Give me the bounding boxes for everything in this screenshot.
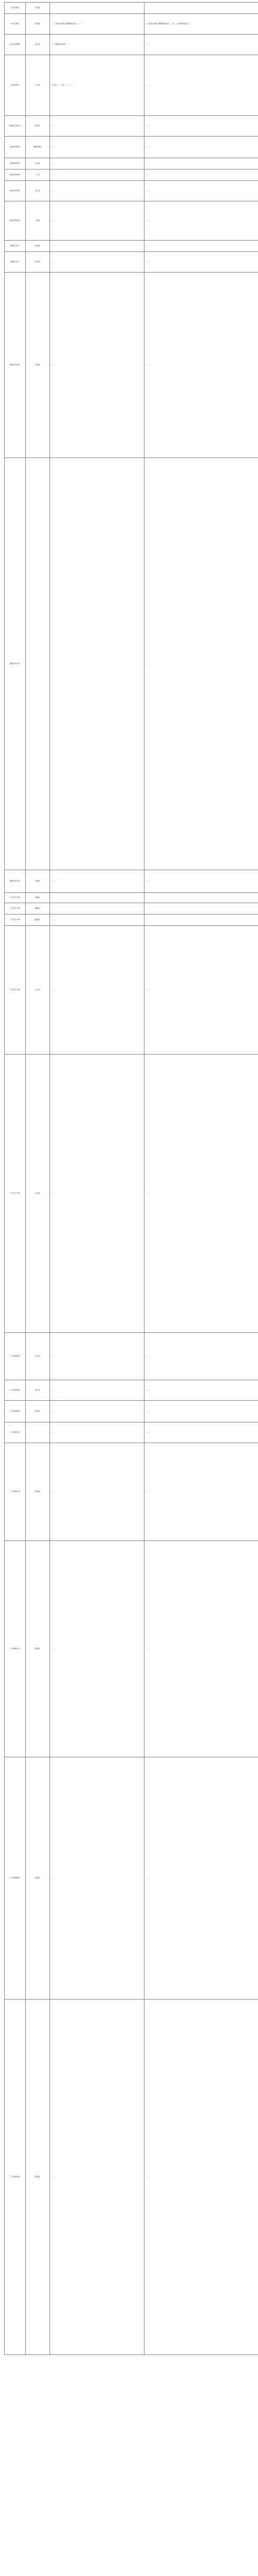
table-row <box>5 1401 258 1422</box>
district-cell: 番禺区 <box>26 903 50 914</box>
region-cell: 广东省深圳市 <box>5 1401 26 1422</box>
scope-cell: …… <box>50 116 144 137</box>
note-cell <box>144 893 258 903</box>
region-cell: 广东省深圳市 <box>5 1380 26 1401</box>
table-row <box>5 1333 258 1380</box>
scope-cell: …… <box>50 181 144 201</box>
table-row <box>5 1443 258 1541</box>
scope-cell: …… <box>50 158 144 170</box>
table-row <box>5 926 258 1055</box>
note-cell: …… <box>144 181 258 201</box>
note-cell <box>144 914 258 926</box>
district-cell: 新华区 <box>26 116 50 137</box>
note-cell: …… <box>144 170 258 181</box>
district-cell: 二七区 <box>26 170 50 181</box>
district-cell: 张店区 <box>26 35 50 55</box>
note-cell <box>144 158 258 170</box>
region-cell: 广东省佛山市 <box>5 1541 26 1757</box>
note-cell: …… <box>144 1380 258 1401</box>
table-row <box>5 1055 258 1333</box>
table-row <box>5 903 258 914</box>
table-row <box>5 1380 258 1401</box>
region-cell: 广东省珠海市 <box>5 1757 26 1999</box>
scope-cell <box>50 893 144 903</box>
scope-cell: …… <box>50 137 144 158</box>
table-row <box>5 116 258 137</box>
district-cell: 越秀区 <box>26 914 50 926</box>
table-row <box>5 3 258 14</box>
note-cell: …… <box>144 252 258 273</box>
note-cell: …… <box>144 926 258 1055</box>
district-cell: 天河区 <box>26 1055 50 1333</box>
note-cell: …… <box>144 1401 258 1422</box>
table-row <box>5 458 258 870</box>
note-cell: …… <box>144 116 258 137</box>
note-cell: …… <box>144 1757 258 1999</box>
region-cell: 河南省信阳市 <box>5 181 26 201</box>
district-cell: 兰山区 <box>26 55 50 116</box>
table-row <box>5 252 258 273</box>
table-row <box>5 914 258 926</box>
table-row <box>5 241 258 252</box>
region-cell: 山东临沂市 <box>5 55 26 116</box>
district-cell: 东港区 <box>26 14 50 35</box>
note-cell: …… <box>144 870 258 893</box>
note-cell: …… <box>144 201 258 241</box>
scope-cell: …… <box>50 1333 144 1380</box>
table-row <box>5 870 258 893</box>
region-cell: 广东省广州市 <box>5 926 26 1055</box>
table-row <box>5 273 258 458</box>
scope-cell: …… <box>50 1999 144 2355</box>
district-cell: 白云区 <box>26 926 50 1055</box>
table-row <box>5 158 258 170</box>
scope-cell: …… <box>50 458 144 870</box>
district-cell: 光山县 <box>26 181 50 201</box>
region-cell: 山东省淄博市 <box>5 35 26 55</box>
note-cell: …… <box>144 273 258 458</box>
region-cell: 广东省广州市 <box>5 893 26 903</box>
scope-cell: …… <box>50 252 144 273</box>
scope-cell: …… <box>50 914 144 926</box>
note-cell: …… <box>144 137 258 158</box>
scope-cell: …… <box>50 273 144 458</box>
note-cell: …… <box>144 1055 258 1333</box>
note-cell: …… <box>144 1999 258 2355</box>
region-cell: 广东省广州市 <box>5 903 26 914</box>
region-cell: 广东省佛山市 <box>5 1443 26 1541</box>
region-cell: 湖南长沙市 <box>5 252 26 273</box>
scope-cell: ……日照市东港区秦楼街道全部（……） <box>50 14 144 35</box>
scope-cell: …… <box>50 1443 144 1541</box>
district-cell: 海珠区 <box>26 893 50 903</box>
table-row <box>5 1757 258 1999</box>
district-cell: 管城回族区 <box>26 137 50 158</box>
district-cell: 雨花区 <box>26 252 50 273</box>
scope-cell: …… <box>50 870 144 893</box>
table-row <box>5 170 258 181</box>
scope-cell: …… <box>50 1541 144 1757</box>
district-cell: 上街区 <box>26 201 50 241</box>
table-row <box>5 1541 258 1757</box>
region-cell: 湖南长沙市 <box>5 241 26 252</box>
district-cell <box>26 458 50 870</box>
region-cell: 河南省郑州市 <box>5 201 26 241</box>
scope-cell: …… <box>50 926 144 1055</box>
region-cell: 河南省平顶山市 <box>5 116 26 137</box>
table-row <box>5 893 258 903</box>
district-cell: 顺德区 <box>26 1541 50 1757</box>
table-row <box>5 201 258 241</box>
table-row <box>5 1999 258 2355</box>
region-cell: 山东日照市 <box>5 14 26 35</box>
region-cell: 河南省郑州市 <box>5 170 26 181</box>
note-cell <box>144 903 258 914</box>
note-cell: …… <box>144 1333 258 1380</box>
scope-cell: …… <box>50 170 144 181</box>
table-body <box>5 3 258 2355</box>
district-cell: 惠城区 <box>26 1999 50 2355</box>
note-cell: …… <box>144 1443 258 1541</box>
district-cell: 历城区 <box>26 3 50 14</box>
region-cell: 广东省深圳市 <box>5 1333 26 1380</box>
district-cell: 开福区 <box>26 870 50 893</box>
district-cell: 南山区 <box>26 1380 50 1401</box>
table-row <box>5 1422 258 1443</box>
note-cell: …… <box>144 241 258 252</box>
scope-cell: …… <box>50 241 144 252</box>
scope-cell: …… <box>50 903 144 914</box>
district-cell: 望城区 <box>26 273 50 458</box>
district-cell: 芙蓉区 <box>26 241 50 252</box>
table-row <box>5 137 258 158</box>
scope-cell <box>50 3 144 14</box>
table-row <box>5 35 258 55</box>
district-cell: 金水区 <box>26 158 50 170</box>
note-cell: …… <box>144 1541 258 1757</box>
scope-cell: 兰山区……（第……）…… <box>50 55 144 116</box>
note-cell: …… <box>144 35 258 55</box>
district-cell <box>26 1422 50 1443</box>
region-cell: 河南省郑州市 <box>5 158 26 170</box>
scope-cell: …… <box>50 1055 144 1333</box>
district-cell: 南海区 <box>26 1443 50 1541</box>
district-cell: 龙岗区 <box>26 1401 50 1422</box>
region-cell: 湖南省长沙市 <box>5 870 26 893</box>
region-cell: 河南省郑州市 <box>5 137 26 158</box>
scope-cell: …… <box>50 1401 144 1422</box>
table-row <box>5 181 258 201</box>
risk-area-table <box>4 2 258 2355</box>
district-cell: 宝安区 <box>26 1333 50 1380</box>
scope-cell: …… <box>50 1380 144 1401</box>
region-cell: 广东省广州市 <box>5 914 26 926</box>
scope-cell: …… <box>50 201 144 241</box>
table-row <box>5 14 258 35</box>
region-cell: 湖南省长沙市 <box>5 273 26 458</box>
scope-cell: …… <box>50 1422 144 1443</box>
scope-cell: ……淄博市张店区…… <box>50 35 144 55</box>
region-cell: 广东省惠州市 <box>5 1999 26 2355</box>
note-cell: …… <box>144 1422 258 1443</box>
district-cell: 香洲区 <box>26 1757 50 1999</box>
note-cell <box>144 3 258 14</box>
scope-cell: …… <box>50 1757 144 1999</box>
region-cell: 广东省广州市 <box>5 1055 26 1333</box>
region-cell: 湖南省长沙市 <box>5 458 26 870</box>
note-cell: 1.日照市东港区秦楼街道全部……2.……日照市东港区…… <box>144 14 258 35</box>
region-cell: 山东济南市 <box>5 3 26 14</box>
note-cell: …… <box>144 55 258 116</box>
note-cell: …… <box>144 458 258 870</box>
region-cell: 广东省东莞市 <box>5 1422 26 1443</box>
table-row <box>5 55 258 116</box>
